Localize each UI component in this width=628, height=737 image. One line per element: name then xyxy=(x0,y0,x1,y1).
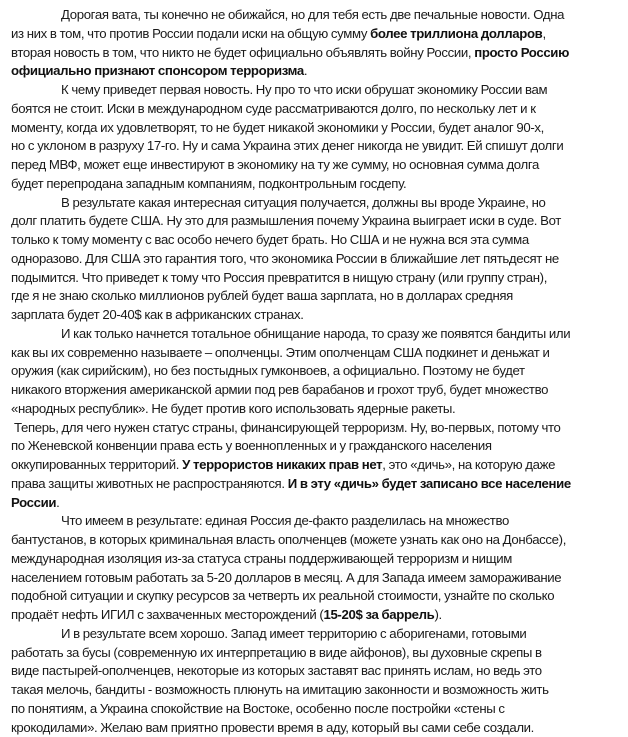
text-run: Дорогая вата, ты конечно не обижайся, но для тебя есть две печальные новости. Одна xyxy=(61,7,564,22)
text-run: по понятиям, а Украина спокойствие на Востоке, особенно после постройки «стены с xyxy=(11,701,505,716)
paragraph xyxy=(11,81,622,194)
text-line xyxy=(11,625,622,644)
text-run: по Женевской конвенции права есть у военнопленных и у гражданского населения xyxy=(11,438,492,453)
text-run: моменту, когда их удовлетворят, то не будет никакой экономики у России, будет аналог 90-х, xyxy=(11,120,544,135)
bold-text: России xyxy=(11,495,56,510)
text-line xyxy=(11,700,622,719)
bold-text: 15-20$ за баррель xyxy=(323,607,434,622)
text-run: перед МВФ, может еще инвестируют в экономику на ту же сумму, но основная сумма долга xyxy=(11,157,539,172)
text-run: . xyxy=(56,495,59,510)
text-line xyxy=(11,287,622,306)
text-line xyxy=(11,250,622,269)
text-run: зарплата будет 20-40$ как в африканских странах. xyxy=(11,307,304,322)
text-run: продаёт нефть ИГИЛ с захваченных месторождений ( xyxy=(11,607,323,622)
text-run: подымится. Что приведет к тому что Россия превратится в нищую страну (или группу стран), xyxy=(11,270,547,285)
text-run: виде пастырей-ополченцев, некоторые из которых заставят вас принять ислам, но ведь это xyxy=(11,663,542,678)
text-line xyxy=(11,550,622,569)
text-line xyxy=(11,344,622,363)
text-run: , это «дичь», на которую даже xyxy=(382,457,555,472)
text-run: «народных республик». Не будет против кого использовать ядерные ракеты. xyxy=(11,401,455,416)
text-run: Что имеем в результате: единая Россия де-факто разделилась на множество xyxy=(61,513,509,528)
text-run: ). xyxy=(434,607,441,622)
text-run: В результате какая интересная ситуация получается, должны вы вроде Украине, но xyxy=(61,195,546,210)
text-run: . xyxy=(304,63,307,78)
text-run: оружия (как сирийским), но без постыдных гумконвоев, а официально. Поэтому не будет xyxy=(11,363,525,378)
bold-text: И в эту «дичь» будет записано все население xyxy=(288,476,571,491)
paragraph xyxy=(11,6,622,81)
paragraph xyxy=(11,512,622,625)
text-line xyxy=(11,231,622,250)
text-line xyxy=(11,719,622,737)
text-line xyxy=(11,569,622,588)
text-line xyxy=(11,456,622,475)
text-line xyxy=(11,81,622,100)
text-run: бантустанов, в которых криминальная власть ополченцев (можете узнать как оно на Донбассе), xyxy=(11,532,566,547)
text-line xyxy=(11,44,622,63)
paragraph xyxy=(11,625,622,737)
text-run: населением готовым работать за 5-20 долларов в месяц. А для Запада имеем замораживание xyxy=(11,570,561,585)
text-run: права защиты животных не распространяются. xyxy=(11,476,288,491)
text-run: И как только начнется тотальное обнищание народа, то сразу же появятся бандиты или xyxy=(61,326,570,341)
text-line xyxy=(11,681,622,700)
text-line xyxy=(11,587,622,606)
text-line xyxy=(11,175,622,194)
text-run: К чему приведет первая новость. Ну про то что иски обрушат экономику России вам xyxy=(61,82,547,97)
text-line xyxy=(11,475,622,494)
text-run: вторая новость в том, что никто не будет официально объявлять войну России, xyxy=(11,45,474,60)
text-run: никакого вторжения американской армии под рев барабанов и грохот труб, будет множество xyxy=(11,382,548,397)
text-run: боятся не стоит. Иски в международном суде рассматриваются долго, по нескольку лет и к xyxy=(11,101,536,116)
text-line xyxy=(11,606,622,625)
text-run: долг платить будете США. Ну это для размышления почему Украина выиграет иски в суде. Вот xyxy=(11,213,561,228)
text-line xyxy=(11,269,622,288)
text-run: из них в том, что против России подали иски на общую сумму xyxy=(11,26,370,41)
text-run: только к тому моменту с вас особо нечего будет брать. Но США и не нужна вся эта сумма xyxy=(11,232,529,247)
text-line xyxy=(11,381,622,400)
paragraph xyxy=(11,419,622,513)
text-run: Теперь, для чего нужен статус страны, финансирующей терроризм. Ну, во-первых, потому что xyxy=(14,420,561,435)
text-line xyxy=(11,137,622,156)
text-run: , xyxy=(542,26,545,41)
paragraph xyxy=(11,194,622,325)
text-run: работать за бусы (современную их интерпретацию в виде айфонов), вы духовные скрепы в xyxy=(11,645,542,660)
bold-text: просто Россию xyxy=(474,45,569,60)
bold-text: официально признают спонсором терроризма xyxy=(11,63,304,78)
text-line xyxy=(11,325,622,344)
text-run: оккупированных территорий. xyxy=(11,457,182,472)
text-run: крокодилами». Желаю вам приятно провести время в аду, который вы сами себе создали. xyxy=(11,720,534,735)
text-run: как вы их современно называете – ополченцы. Этим ополченцам США подкинет и деньжат и xyxy=(11,345,550,360)
text-line xyxy=(11,194,622,213)
text-line xyxy=(11,644,622,663)
text-line xyxy=(11,531,622,550)
text-line xyxy=(11,437,622,456)
text-run: но с уклоном в разруху 17-го. Ну и сама Украина этих денег никогда не увидит. Ей спишут долги xyxy=(11,138,563,153)
text-line xyxy=(11,119,622,138)
text-run: такая мелочь, бандиты - возможность плюнуть на имитацию законности и возможность жить xyxy=(11,682,549,697)
text-line xyxy=(11,494,622,513)
text-line xyxy=(11,419,622,438)
text-run: одноразово. Для США это гарантия того, что экономика России в ближайшие лет пятьдесят не xyxy=(11,251,559,266)
paragraph xyxy=(11,325,622,419)
text-line xyxy=(11,662,622,681)
text-line xyxy=(11,306,622,325)
text-line xyxy=(11,156,622,175)
text-line xyxy=(11,100,622,119)
text-line xyxy=(11,400,622,419)
bold-text: более триллиона долларов xyxy=(370,26,542,41)
text-line xyxy=(11,6,622,25)
text-line xyxy=(11,512,622,531)
bold-text: У террористов никаких прав нет xyxy=(182,457,382,472)
text-run: международная изоляция из-за статуса страны поддерживающей терроризм и нищим xyxy=(11,551,512,566)
text-run: подобной ситуации и скупку ресурсов за четверть их реальной стоимости, узнайте по сколько xyxy=(11,588,554,603)
text-run: будет перепродана западным компаниям, подконтрольным госдепу. xyxy=(11,176,406,191)
text-run: где я не знаю сколько миллионов рублей будет ваша зарплата, но в долларах средняя xyxy=(11,288,513,303)
text-line xyxy=(11,62,622,81)
text-line xyxy=(11,212,622,231)
text-line xyxy=(11,25,622,44)
text-line xyxy=(11,362,622,381)
text-run: И в результате всем хорошо. Запад имеет территорию с аборигенами, готовыми xyxy=(61,626,526,641)
